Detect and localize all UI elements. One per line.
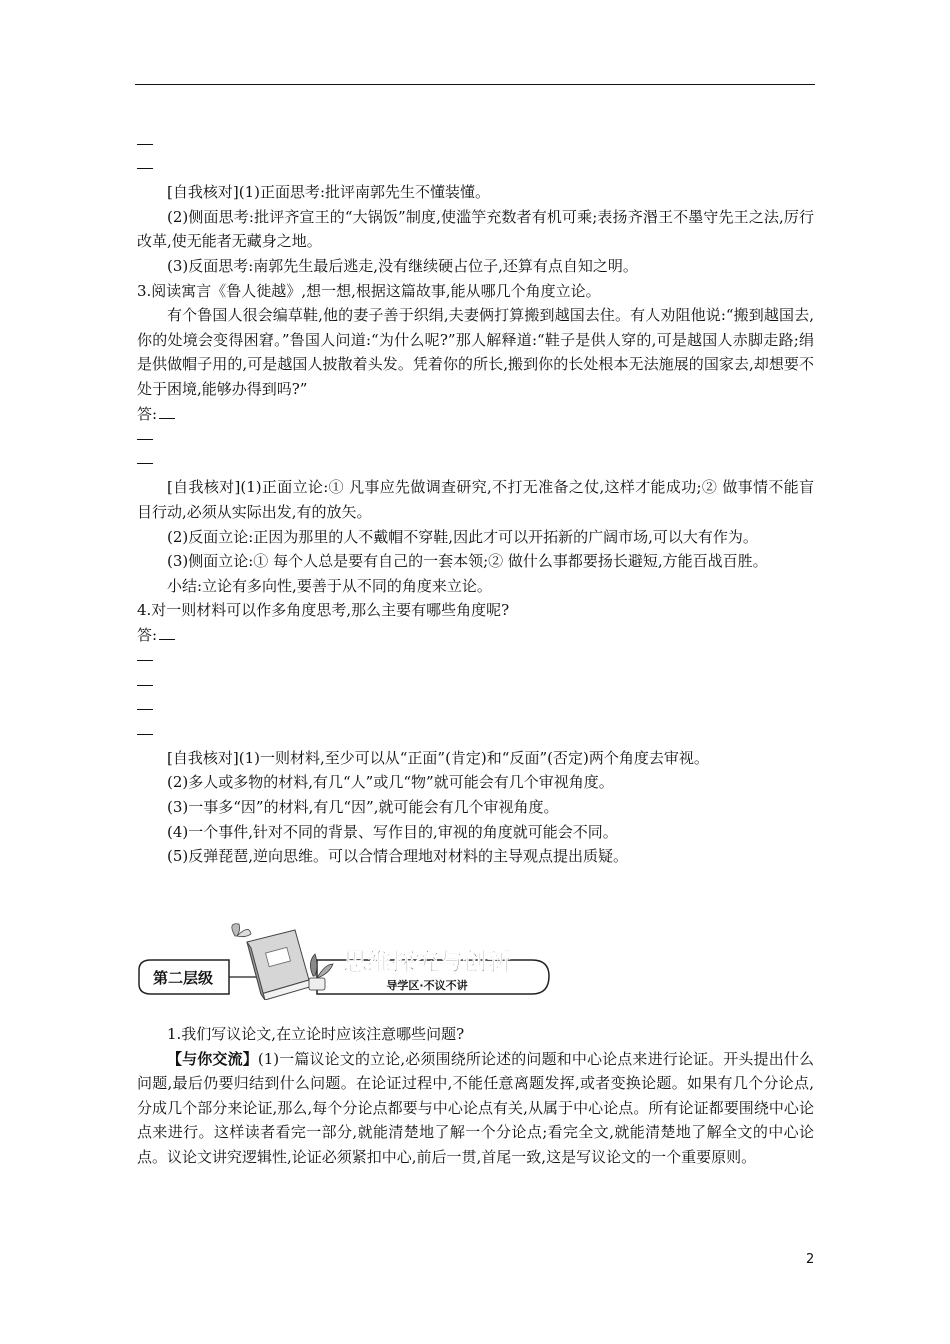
section2-content [137, 1022, 814, 1170]
q4-check-4: (4)一个事件,针对不同的背景、写作目的,审视的角度就可能会不同。 [167, 822, 618, 841]
q2-check-1: [自我核对](1)正面思考:批评南郭先生不懂装懂。 [167, 183, 491, 202]
banner-title-text: 思维探究与创新 [343, 948, 511, 976]
answer-blank-line [137, 721, 814, 746]
q3-question: 3.阅读寓言《鲁人徙越》,想一想,根据这篇故事,能从哪几个角度立论。 [137, 281, 601, 300]
main-content [137, 131, 814, 869]
q3-check-2: (2)反面立论:正因为那里的人不戴帽不穿鞋,因此才可以开拓新的广阔市场,可以大有作为。 [167, 527, 758, 546]
q4-check-5: (5)反弹琵琶,逆向思维。可以合情合理地对材料的主导观点提出质疑。 [167, 847, 629, 866]
answer-blank-line [137, 426, 814, 451]
answer-blank-line [137, 451, 814, 476]
q3-story: 有个鲁国人很会编草鞋,他的妻子善于织绢,夫妻俩打算搬到越国去住。有人劝阻他说:“搬到越国去,你的处境会变得困窘。”鲁国人问道:“为什么呢?”那人解释道:“鞋子是供人穿的,可是越国人赤脚走路;绢是供做帽子用的,可是越国人披散着头发。凭着你的所长,搬到你的长处根本无法施展的国家去,却想要不处于困境,能够办得到吗?” [137, 306, 814, 398]
answer-blank-line [137, 131, 814, 156]
header-rule [135, 84, 815, 85]
q4-check-1: [自我核对](1)一则材料,至少可以从“正面”(肯定)和“反面”(否定)两个角度去审视。 [167, 748, 709, 767]
answer-blank-line [137, 672, 814, 697]
answer-blank-line [137, 697, 814, 722]
q3-summary: 小结:立论有多向性,要善于从不同的角度来立论。 [167, 576, 492, 595]
banner-level-text: 第二层级 [152, 969, 214, 987]
q4-question: 4.对一则材料可以作多角度思考,那么主要有哪些角度呢? [137, 601, 510, 620]
butterfly-icon [232, 924, 251, 937]
section-banner [137, 918, 552, 1000]
section2-exchange: 【与你交流】(1)一篇议论文的立论,必须围绕所论述的问题和中心论点来进行论证。开头提出什么问题,最后仍要归结到什么问题。在论证过程中,不能任意离题发挥,或者变换论题。如果有几个分论点,分成几个部分来论证,那么,每个分论点都要与中心论点有关,从属于中心论点。所有论证都要围绕中心论点来进行。这样读者看完一部分,就能清楚地了解一个分论点;看完全文,就能清楚地了解全文的中心论点。议论文讲究逻辑性,论证必须紧扣中心,前后一贯,首尾一致,这是写议论文的一个重要原则。 [137, 1049, 814, 1166]
q3-check-1: [自我核对](1)正面立论:① 凡事应先做调查研究,不打无准备之仗,这样才能成功;② 做事情不能盲目行动,必须从实际出发,有的放矢。 [137, 478, 814, 521]
q2-check-2: (2)侧面思考:批评齐宣王的“大锅饭”制度,使滥竽充数者有机可乘;表扬齐湣王不墨守先王之法,厉行改革,使无能者无藏身之地。 [137, 207, 814, 251]
banner-subtitle-text: 导学区·不议不讲 [386, 979, 468, 992]
q3-check-3: (3)侧面立论:① 每个人总是要有自己的一套本领;② 做什么事都要扬长避短,方能百战百胜。 [167, 552, 768, 571]
answer-blank-line [137, 156, 814, 181]
section2-question-1: 1.我们写议论文,在立论时应该注意哪些问题? [167, 1025, 465, 1043]
answer-blank-line [137, 647, 814, 672]
page-number: 2 [806, 1252, 815, 1267]
q4-answer: 答: [137, 623, 814, 648]
q3-answer: 答: [137, 402, 814, 427]
q4-check-2: (2)多人或多物的材料,有几“人”或几“物”就可能会有几个审视角度。 [167, 773, 614, 792]
q2-check-3: (3)反面思考:南郭先生最后逃走,没有继续硬占位子,还算有点自知之明。 [167, 256, 638, 275]
book-icon [247, 930, 313, 1000]
q4-check-3: (3)一事多“因”的材料,有几“因”,就可能会有几个审视角度。 [167, 798, 559, 817]
